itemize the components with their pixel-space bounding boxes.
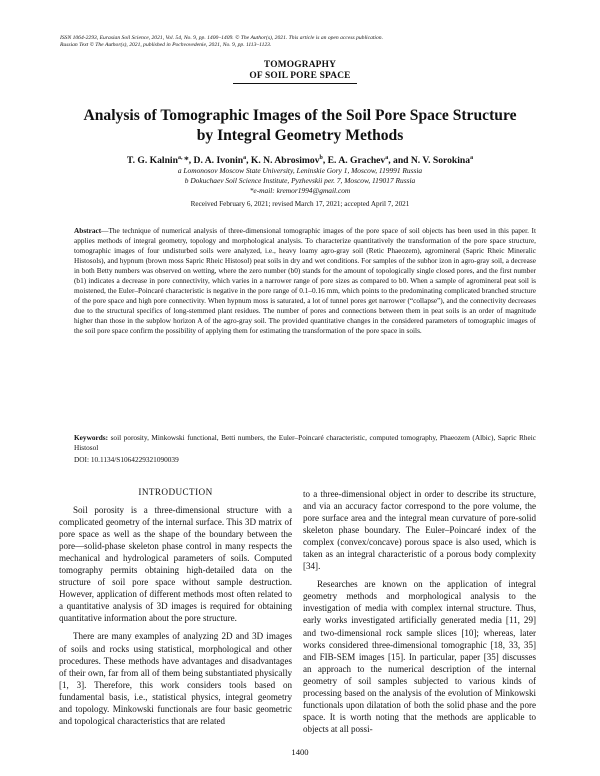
- section-heading-introduction: INTRODUCTION: [138, 487, 213, 497]
- intro-paragraph: Soil porosity is a three-dimensional structure with a complicated geometry of the internal surface. This 3D matrix of pore space as well as the shape of the boundary between the pore—solid-phase skeleton phase control in many respects the mechanical and hydrological parameters of soils. Computed tomography permits obtaining high-detailed data on the structure of soil pore space without sample destruction. However, application of different methods most often related to a quantitative analysis of 3D images is required for obtaining quantitative information about the pore structure.: [59, 505, 292, 624]
- abstract-text: —The technique of numerical analysis of three-dimensional tomographic images of the pore space of soil objects has been used in this paper. It applies methods of integral geometry, topology and morphological analysis. To characterize quantitatively the transformation of the pore space structure, tomographic images of four undisturbed soils were analyzed, i.e., heavy loamy agro-gray soil (Retic Phaeozem), agromineral (Sapric Rheic Mineralic Histosols), and hypnum (brown moss Sapric Rheic Histosol) peat soils in dry and wet conditions. For samples of the subhor izon in agro-gray soil, a decrease in both Betty numbers was observed on wetting, where the zero number (b0) stands for the amount of topologically single closed pores, and the first number (b1) indicates a decrease in pore connectivity, which varies in a narrower range of pore sizes as compared to b0. When a sample of agromineral peat soil is moistened, the Euler–Poincaré characteristic is negative in the pore range of 0.1–0.16 mm, which points to the predominating complicated branched structure of the pore space and high pore connectivity. When hypnum moss is saturated, a lot of tunnel pores get narrower (“collapse”), and the connectivity decreases due to the structural specifics of long-stemmed plant residues. The number of pores and connections between them in peat soils is an order of magnitude higher than those in the subplow horizon A of the agro-gray soil. The provided quantitative changes in the considered parameters of tomographic images of the soil pore space confirm the possibility of applying them for estimating the transformation of the pore space in soils.: [74, 226, 536, 336]
- intro-paragraph: There are many examples of analyzing 2D and 3D images of soils and rocks using statistical, morphological and other procedures. These methods have advantages and disadvantages of their own, far from all of them being substantiated physically [1, 3]. Therefore, this work considers tools based on fundamental basis, i.e., statistical physics, integral geometry and topology. Minkowski functionals are four basic geometric and topological characteristics that are related: [59, 631, 292, 726]
- rubric-line-1: TOMOGRAPHY: [263, 60, 337, 70]
- intro-left-column: [59, 504, 292, 727]
- received-dates: Received February 6, 2021; revised March 17, 2021; accepted April 7, 2021: [190, 200, 410, 208]
- paper-title-line-2: by Integral Geometry Methods: [196, 127, 404, 144]
- paper-title-line-1: Analysis of Tomographic Images of the Soil Pore Space Structure: [83, 107, 517, 124]
- affiliation-a: a Lomonosov Moscow State University, Leninskie Gory 1, Moscow, 119991 Russia: [177, 166, 423, 175]
- doi: DOI: 10.1134/S1064229321090039: [74, 455, 179, 464]
- journal-header-line-1: ISSN 1064-2293, Eurasian Soil Science, 2021, Vol. 54, No. 9, pp. 1400–1409. © The Author(s), 2021. This article is an open access publication.: [60, 35, 383, 41]
- intro-paragraph: to a three-dimensional object in order to describe its structure, and via an accuracy factor correspond to the pore volume, the pore surface area and the integral mean curvature of pore-solid skeleton phase boundary. The Euler–Poincaré index of the complex (convex/concave) porous space is also used, which is taken as an integral characteristic of a porous body complexity [34].: [303, 489, 536, 572]
- keywords-label: Keywords:: [74, 433, 109, 442]
- keywords: [74, 433, 536, 453]
- journal-header-line-2: Russian Text © The Author(s), 2021, published in Pochvovedenie, 2021, No. 9, pp. 1113–1123.: [60, 42, 272, 48]
- abstract-label: Abstract: [74, 226, 102, 235]
- affiliation-b: b Dokuchaev Soil Science Institute, Pyzhevskii per. 7, Moscow, 119017 Russia: [184, 176, 416, 185]
- intro-right-column: [303, 488, 536, 735]
- page-number: 1400: [291, 747, 309, 757]
- rubric-divider: [233, 83, 357, 84]
- keywords-text: soil porosity, Minkowski functional, Betti numbers, the Euler–Poincaré characteristic, computed tomography, Phaeozem (Albic), Sapric Rheic Histosol: [74, 433, 536, 453]
- author-list: T. G. Kalnin$^{a,}$ *, D. A. Ivonin$^a$, K. N. Abrosimov$^b$, E. A. Grachev$^a$, and N. V. Sorokina$^a$: [126, 155, 474, 167]
- abstract: [74, 226, 536, 337]
- rubric-line-2: OF SOIL PORE SPACE: [249, 71, 351, 81]
- intro-paragraph: Researches are known on the application of integral geometry methods and morphological analysis to the investigation of media with complex internal structure. Thus, early works investigated artificially generated media [11, 29] and two-dimensional rock sample slices [10]; whereas, later works considered three-dimensional tomographic [18, 33, 35] and FIB-SEM images [15]. In particular, paper [35] discusses an approach to the numerical description of the internal geometry of soil samples subjected to various kinds of processing based on the analysis of the evolution of Minkowski functionals upon dilatation of both the solid phase and the pore space. It is worth noting that the methods are applicable to objects at all possi-: [303, 579, 536, 734]
- corresponding-email: *e-mail: kremor1994@gmail.com: [249, 186, 351, 195]
